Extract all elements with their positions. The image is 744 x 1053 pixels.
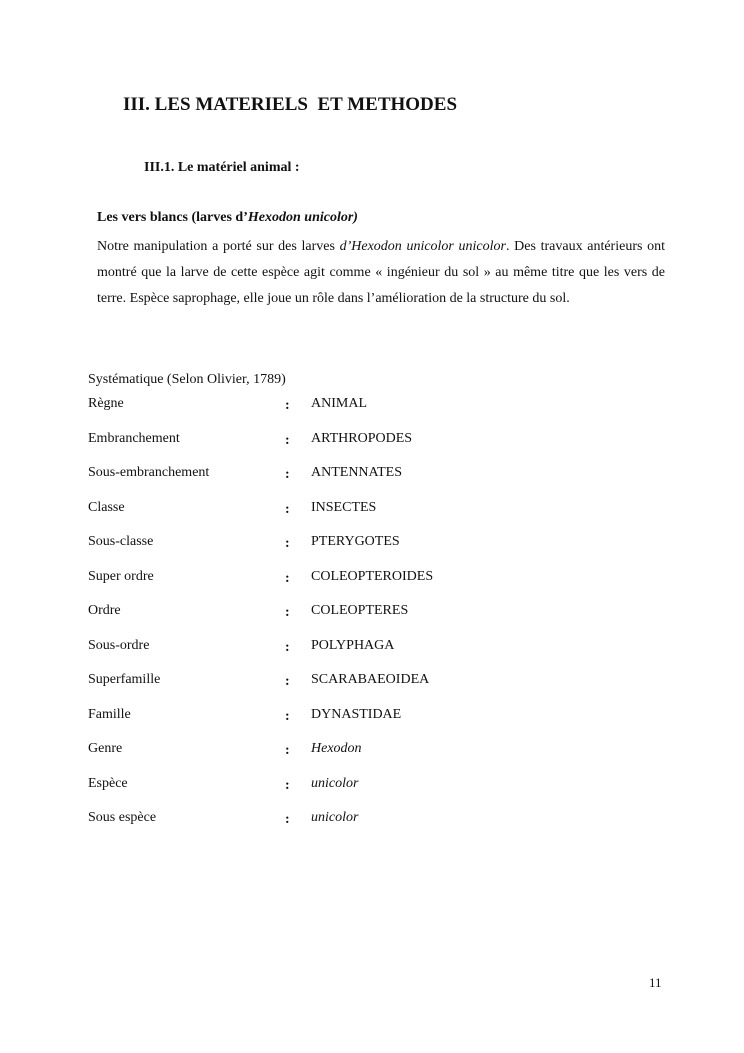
taxonomy-row-classe xyxy=(88,500,588,535)
rank-value: Hexodon xyxy=(311,741,362,756)
taxonomy-row-famille xyxy=(88,707,588,742)
taxonomy-row-sous-ordre xyxy=(88,638,588,673)
separator: : xyxy=(285,639,290,655)
taxonomy-row-genre xyxy=(88,741,588,776)
taxonomy-row-embranchement xyxy=(88,431,588,466)
rank-value: ANTENNATES xyxy=(311,465,402,480)
rank-value: DYNASTIDAE xyxy=(311,706,402,722)
rank-label: Superfamille xyxy=(88,672,161,687)
taxonomy-table xyxy=(88,396,588,845)
rank-label: Famille xyxy=(88,706,131,722)
separator: : xyxy=(285,432,290,448)
chapter-heading: III. LES MATERIELS ET METHODES xyxy=(123,94,458,115)
taxonomy-row-espece xyxy=(88,776,588,811)
taxonomy-row-regne xyxy=(88,396,588,431)
rank-label: Ordre xyxy=(88,603,121,618)
paragraph-text-2: . Des travaux antérieurs ont montré que la larve de cette espèce agit comme « ingénieur du sol » au même titre que les vers de terre. Espèce saprophage, elle joue un rôle dans l’amélioration de la structure du sol. xyxy=(97,239,665,306)
separator: : xyxy=(285,398,290,413)
systematique-label: Systématique (Selon Olivier, 1789) xyxy=(88,372,286,387)
rank-value: POLYPHAGA xyxy=(311,637,395,653)
subsection-title-prefix: Les vers blancs (larves d’ xyxy=(97,210,248,225)
rank-label: Sous-classe xyxy=(88,534,154,549)
rank-value: ARTHROPODES xyxy=(311,430,413,446)
taxonomy-row-sous-classe xyxy=(88,534,588,569)
separator: : xyxy=(285,674,290,689)
rank-label: Sous-embranchement xyxy=(88,465,210,480)
separator: : xyxy=(285,570,290,586)
separator: : xyxy=(285,467,290,482)
rank-label: Classe xyxy=(88,499,125,515)
rank-label: Règne xyxy=(88,396,124,411)
rank-label: Super ordre xyxy=(88,568,154,584)
rank-label: Genre xyxy=(88,741,123,756)
section-heading: III.1. Le matériel animal : xyxy=(144,160,300,175)
separator: : xyxy=(285,605,290,620)
taxonomy-row-sous-espece xyxy=(88,810,588,845)
taxonomy-row-superfamille xyxy=(88,672,588,707)
separator: : xyxy=(285,812,290,827)
separator: : xyxy=(285,743,290,758)
rank-value: COLEOPTERES xyxy=(311,603,409,618)
description-paragraph xyxy=(97,234,665,312)
rank-label: Sous espèce xyxy=(88,810,157,825)
page-number: 11 xyxy=(649,975,662,990)
subsection-title xyxy=(97,210,358,226)
rank-value: unicolor xyxy=(311,810,359,825)
subsection-title-species: Hexodon unicolor) xyxy=(247,210,358,225)
rank-value: unicolor xyxy=(311,775,359,791)
taxonomy-row-ordre xyxy=(88,603,588,638)
taxonomy-row-super-ordre xyxy=(88,569,588,604)
taxonomy-row-sous-embranchement xyxy=(88,465,588,500)
rank-value: INSECTES xyxy=(311,499,377,515)
paragraph-text-1: Notre manipulation a porté sur des larves xyxy=(97,239,340,254)
rank-value: COLEOPTEROIDES xyxy=(311,568,434,584)
rank-value: PTERYGOTES xyxy=(311,534,400,549)
separator: : xyxy=(285,708,290,724)
separator: : xyxy=(285,536,290,551)
rank-value: SCARABAEOIDEA xyxy=(311,672,430,687)
paragraph-species-name: d’Hexodon unicolor unicolor xyxy=(339,239,506,254)
rank-label: Espèce xyxy=(88,775,128,791)
rank-label: Embranchement xyxy=(88,430,180,446)
rank-value: ANIMAL xyxy=(311,396,367,411)
separator: : xyxy=(285,777,290,793)
rank-label: Sous-ordre xyxy=(88,637,150,653)
separator: : xyxy=(285,501,290,517)
